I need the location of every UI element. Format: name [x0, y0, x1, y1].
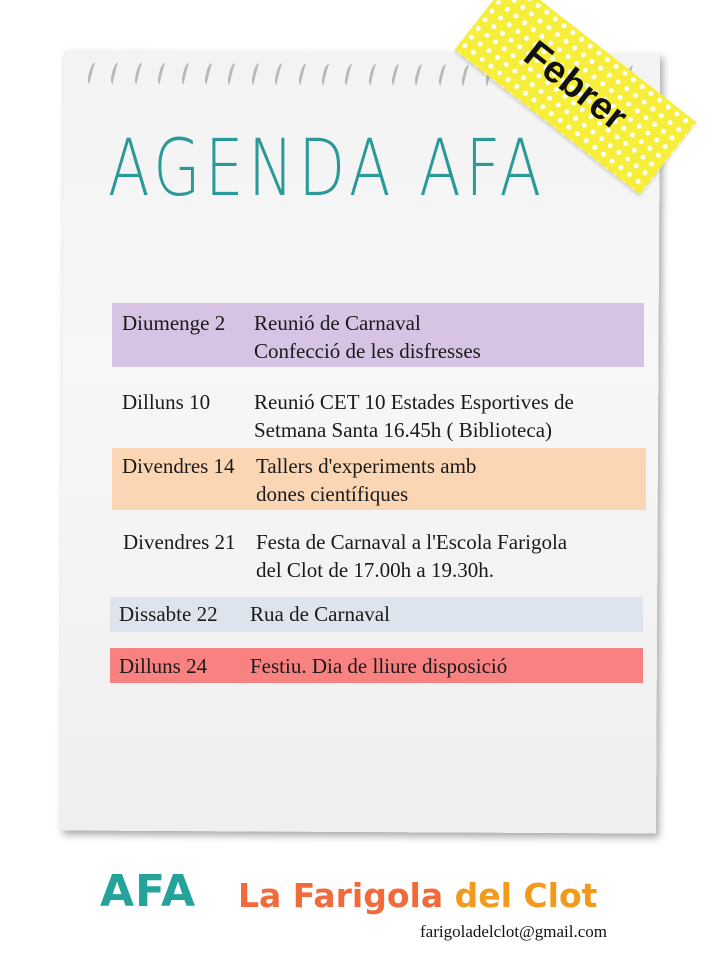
- spiral-hole-icon: [413, 60, 425, 90]
- spiral-hole-icon: [273, 60, 285, 90]
- event-description-line1: Reunió de Carnaval: [254, 311, 421, 335]
- spiral-hole-icon: [343, 60, 355, 90]
- footer-afa-logo: AFA: [100, 866, 197, 917]
- event-row: [110, 648, 643, 683]
- event-day: Dilluns 10: [122, 390, 211, 414]
- event-description-line1: Festiu. Dia de lliure disposició: [250, 654, 508, 678]
- event-row: [112, 528, 646, 584]
- spiral-hole-icon: [86, 59, 98, 89]
- event-day: Diumenge 2: [122, 311, 226, 335]
- spiral-hole-icon: [437, 60, 449, 90]
- event-day: Dilluns 24: [119, 654, 208, 678]
- spiral-hole-icon: [296, 60, 308, 90]
- spiral-hole-icon: [226, 59, 238, 89]
- page-title: AGENDA AFA: [108, 124, 546, 214]
- event-description-line2: Confecció de les disfresses: [254, 339, 481, 363]
- event-day: Dissabte 22: [119, 602, 218, 626]
- spiral-hole-icon: [390, 60, 402, 90]
- event-description-line2: del Clot de 17.00h a 19.30h.: [256, 558, 494, 582]
- event-description-line1: Reunió CET 10 Estades Esportives de: [254, 390, 574, 414]
- event-description-line1: Tallers d'experiments amb: [256, 454, 477, 478]
- spiral-hole-icon: [460, 61, 472, 91]
- spiral-hole-icon: [320, 60, 332, 90]
- event-row: [110, 597, 643, 632]
- event-row: [112, 448, 646, 510]
- event-row: [112, 303, 644, 367]
- spiral-hole-icon: [133, 59, 145, 89]
- footer-school-name: [238, 876, 597, 915]
- month-label: Febrer: [516, 32, 636, 139]
- event-day: Divendres 14: [122, 454, 235, 478]
- event-description-line2: Setmana Santa 16.45h ( Biblioteca): [254, 418, 553, 442]
- spiral-hole-icon: [156, 59, 168, 89]
- spiral-hole-icon: [109, 59, 121, 89]
- spiral-hole-icon: [367, 60, 379, 90]
- footer-email: farigoladelclot@gmail.com: [420, 922, 608, 941]
- event-description-line2: dones científiques: [256, 482, 409, 506]
- spiral-hole-icon: [203, 59, 215, 89]
- spiral-hole-icon: [179, 59, 191, 89]
- footer-name-part1: La Farigola: [238, 876, 444, 915]
- event-day: Divendres 21: [123, 530, 236, 554]
- spiral-hole-icon: [250, 59, 262, 89]
- event-row: [112, 386, 644, 442]
- footer-name-part2: del Clot: [454, 876, 598, 915]
- event-description-line1: Festa de Carnaval a l'Escola Farigola: [256, 530, 568, 554]
- event-description-line1: Rua de Carnaval: [250, 602, 390, 626]
